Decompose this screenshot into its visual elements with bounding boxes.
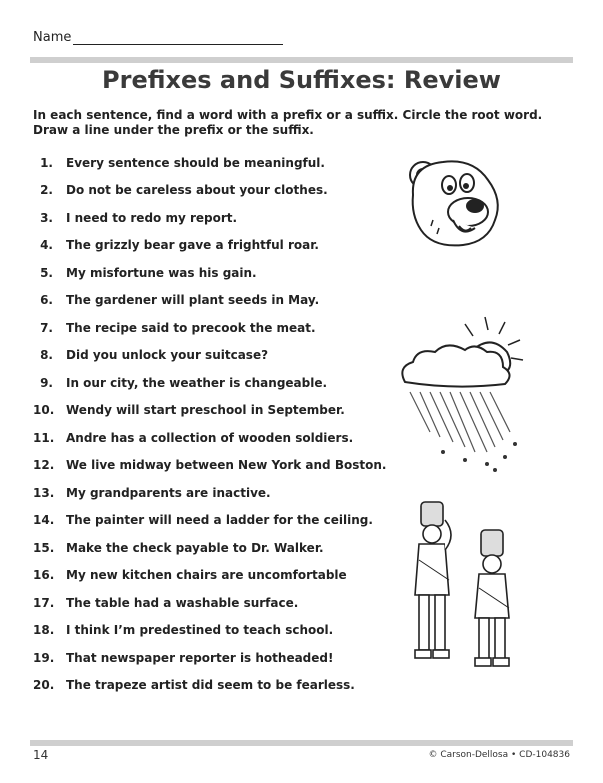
exercise-number: 20.: [33, 678, 55, 693]
exercise-sentence[interactable]: I think I’m predestined to teach school.: [66, 623, 334, 638]
bottom-divider-bar: [30, 740, 573, 746]
exercise-number: 13.: [33, 485, 55, 500]
exercise-number: 18.: [33, 623, 55, 638]
exercise-sentence[interactable]: That newspaper reporter is hotheaded!: [66, 650, 334, 665]
exercise-item: [33, 397, 386, 425]
exercise-number: 16.: [33, 568, 55, 583]
exercise-item: [33, 672, 386, 700]
exercise-list: [33, 149, 386, 699]
exercise-number: 4.: [40, 238, 53, 253]
exercise-sentence[interactable]: My grandparents are inactive.: [66, 485, 271, 500]
toy-soldiers-illustration: [405, 500, 535, 670]
exercise-item: [33, 617, 386, 645]
exercise-number: 10.: [33, 403, 55, 418]
exercise-item: [33, 534, 386, 562]
exercise-sentence[interactable]: Andre has a collection of wooden soldiers.: [66, 430, 354, 445]
exercise-item: [33, 644, 386, 672]
exercise-number: 2.: [40, 183, 53, 198]
exercise-number: 15.: [33, 540, 55, 555]
top-divider-bar: [30, 57, 573, 63]
exercise-sentence[interactable]: The grizzly bear gave a frightful roar.: [66, 238, 319, 253]
exercise-sentence[interactable]: The table had a washable surface.: [66, 595, 299, 610]
exercise-number: 14.: [33, 513, 55, 528]
rain-cloud-illustration: [395, 312, 530, 472]
exercise-number: 9.: [40, 375, 53, 390]
exercise-sentence[interactable]: In our city, the weather is changeable.: [66, 375, 328, 390]
name-blank-line[interactable]: [73, 32, 283, 45]
exercise-sentence[interactable]: The painter will need a ladder for the ceiling.: [66, 513, 373, 528]
exercise-sentence[interactable]: My misfortune was his gain.: [66, 265, 257, 280]
exercise-item: [33, 452, 386, 480]
page-title: Prefixes and Suffixes: Review: [102, 66, 501, 94]
exercise-item: [33, 314, 386, 342]
instructions-text: In each sentence, find a word with a prefix or a suffix. Circle the root word. Draw a line under the prefix or the suffix.: [33, 108, 543, 137]
exercise-sentence[interactable]: My new kitchen chairs are uncomfortable: [66, 568, 347, 583]
exercise-number: 19.: [33, 650, 55, 665]
exercise-sentence[interactable]: The trapeze artist did seem to be fearless.: [66, 678, 355, 693]
exercise-sentence[interactable]: Make the check payable to Dr. Walker.: [66, 540, 324, 555]
exercise-item: [33, 287, 386, 315]
exercise-number: 17.: [33, 595, 55, 610]
exercise-number: 6.: [40, 293, 53, 308]
copyright-notice: © Carson-Dellosa • CD-104836: [428, 750, 570, 760]
bear-illustration: [403, 150, 508, 250]
exercise-sentence[interactable]: The gardener will plant seeds in May.: [66, 293, 320, 308]
exercise-number: 11.: [33, 430, 55, 445]
exercise-number: 5.: [40, 265, 53, 280]
exercise-sentence[interactable]: Wendy will start preschool in September.: [66, 403, 345, 418]
exercise-number: 3.: [40, 210, 53, 225]
exercise-item: [33, 149, 386, 177]
exercise-item: [33, 479, 386, 507]
exercise-item: [33, 342, 386, 370]
exercise-item: [33, 507, 386, 535]
exercise-sentence[interactable]: Every sentence should be meaningful.: [66, 155, 325, 170]
name-field: [33, 30, 283, 45]
exercise-sentence[interactable]: I need to redo my report.: [66, 210, 238, 225]
page-number: 14: [33, 748, 49, 762]
name-label: Name: [33, 30, 72, 45]
exercise-sentence[interactable]: We live midway between New York and Boston.: [66, 458, 387, 473]
exercise-item: [33, 177, 386, 205]
exercise-item: [33, 204, 386, 232]
exercise-item: [33, 424, 386, 452]
exercise-item: [33, 589, 386, 617]
exercise-sentence[interactable]: Did you unlock your suitcase?: [66, 348, 269, 363]
exercise-item: [33, 562, 386, 590]
exercise-sentence[interactable]: The recipe said to precook the meat.: [66, 320, 316, 335]
exercise-item: [33, 259, 386, 287]
exercise-item: [33, 369, 386, 397]
exercise-sentence[interactable]: Do not be careless about your clothes.: [66, 183, 328, 198]
exercise-number: 1.: [40, 155, 53, 170]
exercise-number: 12.: [33, 458, 55, 473]
exercise-number: 7.: [40, 320, 53, 335]
exercise-item: [33, 232, 386, 260]
exercise-number: 8.: [40, 348, 53, 363]
